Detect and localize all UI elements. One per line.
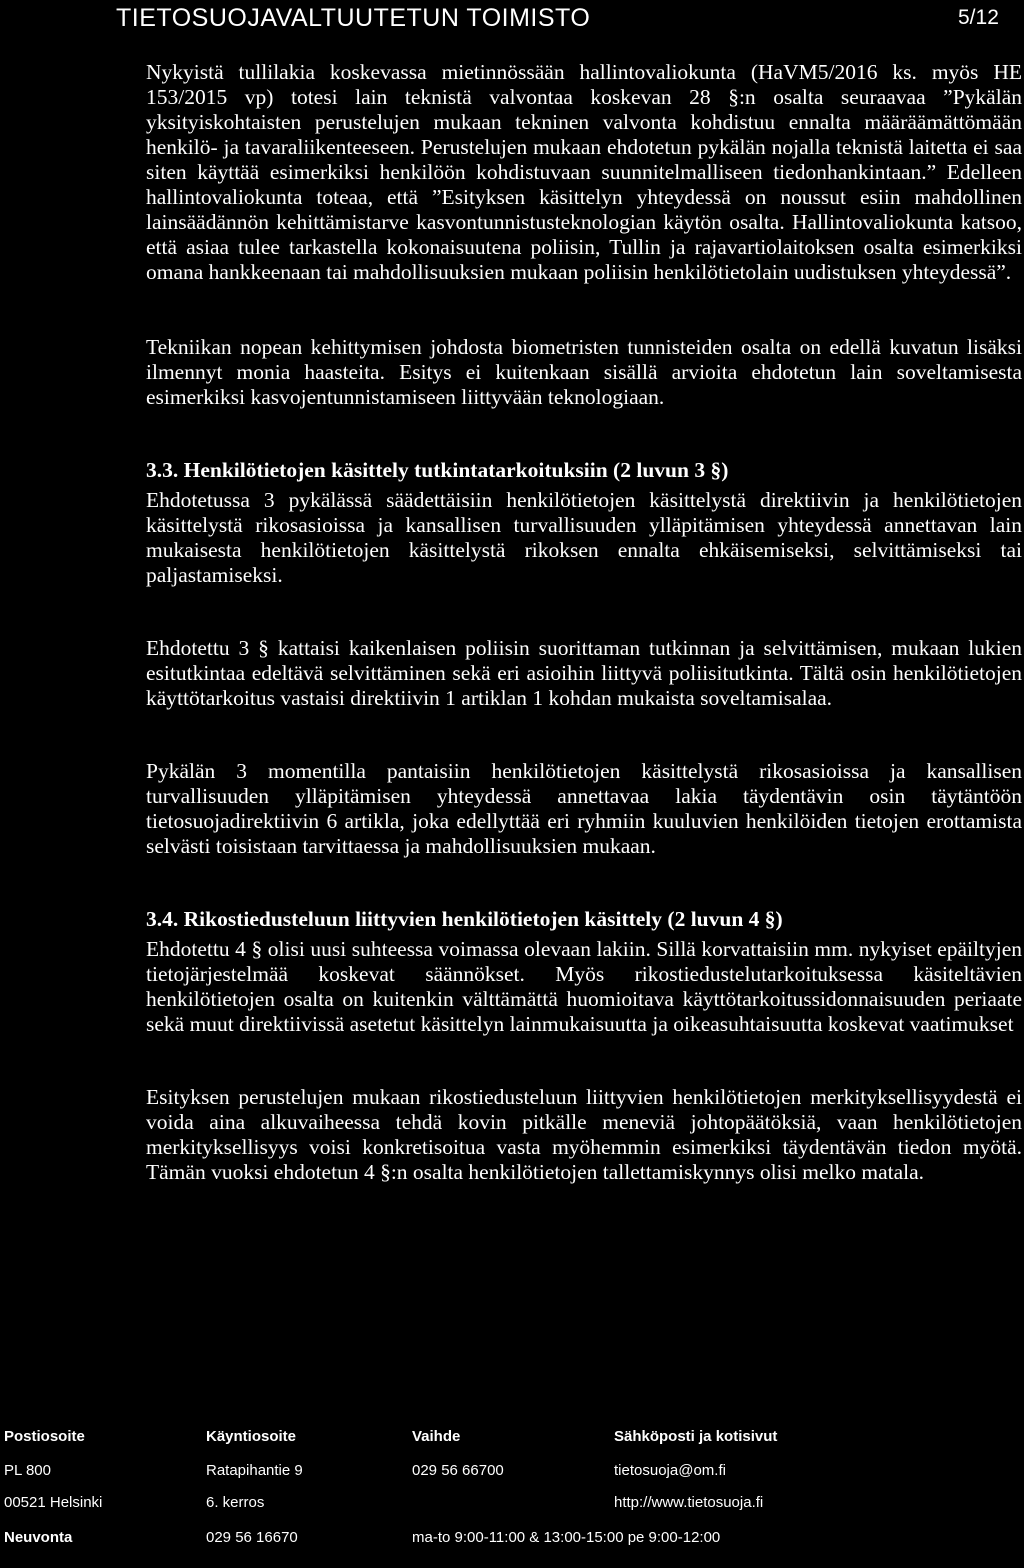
footer-heading-contact: Sähköposti ja kotisivut	[614, 1428, 778, 1445]
footer-switchboard-phone: 029 56 66700	[412, 1462, 504, 1479]
paragraph-5: Pykälän 3 momentilla pantaisiin henkilötietojen käsittelystä rikosasioissa ja kansallisen turvallisuuden ylläpitämisen yhteydessä annettavaa lakia täydentävin osin täytäntöön tietosuojadirektiivin 6 artikla, joka edellyttää eri ryhmiin kuuluvien henkilöiden tietojen erottamista selvästi toisistaan tarvittaessa ja mahdollisuuksien mukaan.	[146, 759, 1022, 858]
footer-website-link[interactable]: http://www.tietosuoja.fi	[614, 1494, 764, 1511]
footer-postal-city: 00521 Helsinki	[4, 1494, 103, 1511]
section-heading-3-3	[146, 458, 1022, 483]
paragraph-2: Tekniikan nopean kehittymisen johdosta biometristen tunnisteiden osalta on edellä kuvatun lisäksi ilmennyt monia haasteita. Esitys ei kuitenkaan sisällä arvioita ehdotetun lain soveltamisesta esimerkiksi kasvojentunnistamiseen liittyvään teknologiaan.	[146, 335, 1022, 409]
paragraph-3: Ehdotetussa 3 pykälässä säädettäisiin henkilötietojen käsittelystä direktiivin ja henkilötietojen käsittelystä rikosasioissa ja kansallisen turvallisuuden ylläpitämisen yhteydessä annettavan lain mukaisesta henkilötietojen käsittelystä rikoksen ennalta ehkäisemiseksi, selvittämiseksi tai paljastamiseksi.	[146, 488, 1022, 587]
paragraph-4: Ehdotettu 3 § kattaisi kaikenlaisen poliisin suorittaman tutkinnan ja selvittämisen, mukaan lukien esitutkintaa edeltävä selvittäminen sekä eri asioihin liittyvä poliisitutkinta. Tältä osin henkilötietojen käyttötarkoitus vastaisi direktiivin 1 artiklan 1 kohdan mukaista soveltamisalaa.	[146, 636, 1022, 710]
footer-heading-switchboard: Vaihde	[412, 1428, 461, 1445]
spacer	[146, 711, 1022, 759]
footer-floor: 6. kerros	[206, 1494, 265, 1511]
section-number: 3.4.	[146, 907, 179, 931]
footer-opening-hours: ma-to 9:00-11:00 & 13:00-15:00 pe 9:00-12:00	[412, 1529, 721, 1546]
document-body	[146, 60, 1022, 1185]
page-number: 5/12	[958, 6, 999, 29]
footer-heading-advice: Neuvonta	[4, 1529, 73, 1546]
footer-postal-box: PL 800	[4, 1462, 51, 1479]
spacer	[146, 588, 1022, 636]
footer-street: Ratapihantie 9	[206, 1462, 303, 1479]
section-number: 3.3.	[146, 458, 179, 482]
spacer	[146, 859, 1022, 907]
page-footer	[0, 1428, 1024, 1568]
footer-heading-postal: Postiosoite	[4, 1428, 85, 1445]
footer-email-link[interactable]: tietosuoja@om.fi	[614, 1462, 726, 1479]
section-title: Rikostiedusteluun liittyvien henkilötietojen käsittely (2 luvun 4 §)	[183, 907, 783, 931]
spacer	[146, 410, 1022, 458]
spacer	[146, 1037, 1022, 1085]
footer-heading-visiting: Käyntiosoite	[206, 1428, 297, 1445]
page-header	[0, 0, 1024, 40]
paragraph-6: Ehdotettu 4 § olisi uusi suhteessa voimassa olevaan lakiin. Sillä korvattaisiin mm. nykyiset epäiltyjen tietojärjestelmää koskevat säännökset. Myös rikostiedustelutarkoituksessa käsiteltävien henkilötietojen osalta on kuitenkin välttämättä huomioitava käyttötarkoitussidonnaisuuden periaate sekä muut direktiivissä asetetut käsittelyn lainmukaisuutta ja oikeasuhtaisuutta koskevat vaatimukset	[146, 937, 1022, 1036]
section-heading-3-4	[146, 907, 1022, 932]
spacer	[146, 285, 1022, 335]
paragraph-1: Nykyistä tullilakia koskevassa mietinnössään hallintovaliokunta (HaVM5/2016 ks. myös HE 153/2015 vp) totesi lain teknistä valvontaa koskevan 28 §:n osalta seuraavaa ”Pykälän yksityiskohtaisten perustelujen mukaan tekninen valvonta kohdistuu ennalta määräämättömään henkilö- ja tavaraliikenteeseen. Perustelujen mukaan ehdotetun pykälän nojalla teknistä laitetta ei saa siten käyttää esimerkiksi henkilöön kohdistuvaan suunnitelmalliseen tiedonhankintaan.” Edelleen hallintovaliokunta toteaa, että ”Esityksen käsittelyn yhteydessä on noussut esiin mahdollinen lainsäädännön kehittämistarve kasvontunnistusteknologian käytön osalta. Hallintovaliokunta katsoo, että asiaa tulee tarkastella kokonaisuutena poliisin, Tullin ja rajavartiolaitoksen osalta esimerkiksi omana hankkeenaan tai mahdollisuuksien mukaan poliisin henkilötietolain uudistuksen yhteydessä”.	[146, 60, 1022, 284]
section-title: Henkilötietojen käsittely tutkintatarkoituksiin (2 luvun 3 §)	[183, 458, 729, 482]
footer-advice-phone: 029 56 16670	[206, 1529, 298, 1546]
paragraph-7: Esityksen perustelujen mukaan rikostiedusteluun liittyvien henkilötietojen merkityksellisyydestä ei voida aina alkuvaiheessa tehdä kovin pitkälle meneviä johtopäätöksiä, vaan henkilötietojen merkityksellisyys voisi konkretisoitua vasta myöhemmin esimerkiksi täydentävän tiedon myötä. Tämän vuoksi ehdotetun 4 §:n osalta henkilötietojen tallettamiskynnys olisi melko matala.	[146, 1085, 1022, 1184]
organization-name: TIETOSUOJAVALTUUTETUN TOIMISTO	[116, 4, 591, 32]
